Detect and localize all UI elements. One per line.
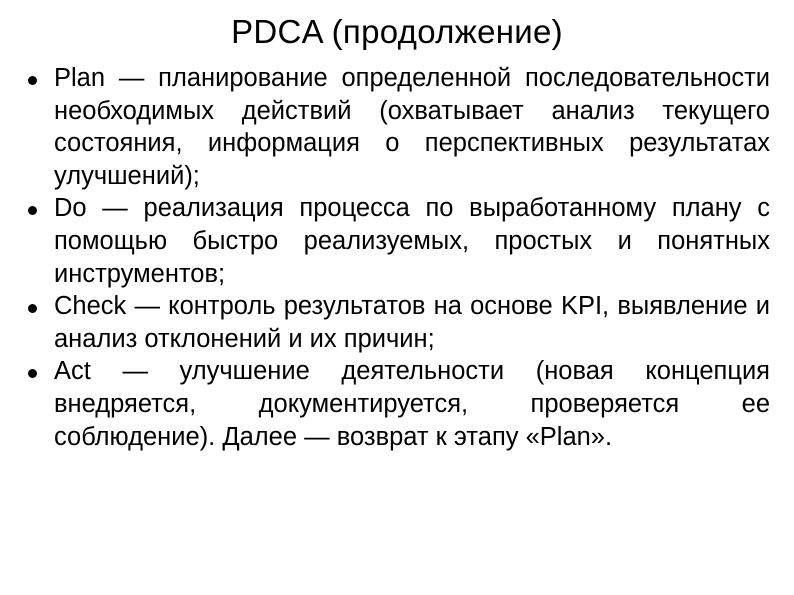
bullet-dot-icon xyxy=(28,206,37,215)
bullet-list xyxy=(26,62,770,453)
bullet-item-do xyxy=(26,192,770,290)
bullet-dot-icon xyxy=(28,76,37,85)
bullet-item-act xyxy=(26,355,770,453)
bullet-item-plan xyxy=(26,62,770,192)
slide-title: PDCA (продолжение) xyxy=(231,13,563,50)
bullet-dot-icon xyxy=(28,304,37,313)
bullet-text-do: Do — реализация процесса по выработанному плану с помощью быстро реализуемых, простых и понятных инструментов; xyxy=(54,194,770,288)
bullet-text-plan: Plan — планирование определенной последовательности необходимых действий (охватывает анализ текущего состояния, информация о перспективных результатах улучшений); xyxy=(54,64,770,190)
bullet-dot-icon xyxy=(28,369,37,378)
bullet-text-act: Act — улучшение деятельности (новая концепция внедряется, документируется, проверяется ее соблюдение). Далее — возврат к этапу «Plan». xyxy=(54,357,770,451)
bullet-item-check xyxy=(26,290,770,355)
bullet-text-check: Check — контроль результатов на основе KPI, выявление и анализ отклонений и их причин; xyxy=(54,292,770,353)
